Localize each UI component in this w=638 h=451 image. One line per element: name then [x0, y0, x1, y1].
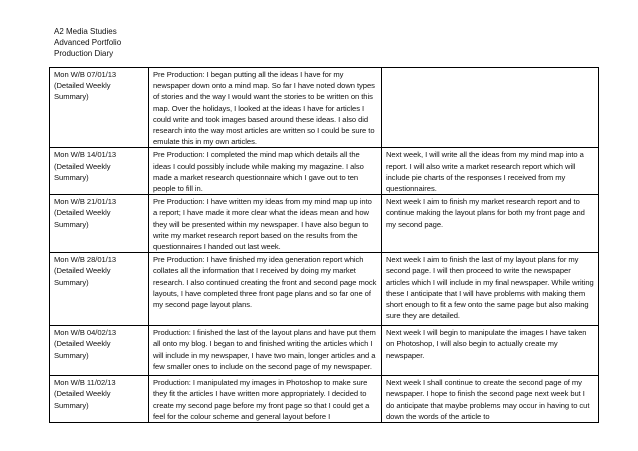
- week-label: (Detailed Weekly: [54, 339, 111, 349]
- week-cell: [50, 68, 149, 148]
- table-row: [50, 195, 599, 253]
- table-row: [50, 326, 599, 376]
- diary-title: Production Diary: [54, 49, 114, 58]
- week-date: Mon W/B 07/01/13: [54, 70, 117, 79]
- week-cell: [50, 326, 149, 376]
- next-week-cell: Next week I aim to finish my market research report and to continue making the layout plans for both my front page and my second page.: [382, 195, 599, 253]
- week-label: Summary): [54, 277, 89, 287]
- week-label: Summary): [54, 219, 89, 229]
- week-label: (Detailed Weekly: [54, 208, 111, 218]
- week-label: (Detailed Weekly: [54, 81, 111, 91]
- next-week-cell: Next week I will begin to manipulate the images I have taken on Photoshop, I will also begin to actually create my newspaper.: [382, 326, 599, 376]
- diary-entry-cell: Production: I finished the last of the layout plans and have put them all onto my blog. I began to and finished writing the articles which I will include in my newspaper, I have two main, longer articles and a few smaller ones to include on the second page of my newspaper.: [149, 326, 382, 376]
- week-label: Summary): [54, 92, 89, 102]
- table-row: [50, 148, 599, 195]
- diary-entry-cell: Production: I manipulated my images in Photoshop to make sure they fit the articles I have written more appropriately. I decided to create my second page before my front page so that I could get a feel for the colour scheme and general layout before I: [149, 376, 382, 423]
- next-week-cell: [382, 68, 599, 148]
- week-label: Summary): [54, 172, 89, 182]
- week-label: Summary): [54, 350, 89, 360]
- next-week-cell: Next week I aim to finish the last of my layout plans for my second page. I will then proceed to write the newspaper articles which I will include in my final newspaper. While writing these I anticipate that I will have problems with making them short enough to fit a few onto the same page but also making sure they are detailed.: [382, 253, 599, 326]
- table-row: [50, 376, 599, 423]
- week-date: Mon W/B 14/01/13: [54, 150, 117, 160]
- week-label: (Detailed Weekly: [54, 389, 111, 399]
- document-heading: [54, 26, 121, 59]
- next-week-cell: Next week, I will write all the ideas from my mind map into a report. I will also write a market research report which will include pie charts of the responses I received from my questionnaires.: [382, 148, 599, 195]
- production-diary-table: [49, 67, 599, 423]
- week-label: (Detailed Weekly: [54, 161, 111, 171]
- next-week-cell: Next week I shall continue to create the second page of my newspaper. I hope to finish the second page next week but I do anticipate that maybe problems may occur in having to cut down the words of the article to: [382, 376, 599, 423]
- portfolio-title: Advanced Portfolio: [54, 38, 122, 47]
- diary-entry-cell: Pre Production: I completed the mind map which details all the ideas I could possibly include while making my magazine. I also made a market research questionnaire which I gave out to ten people to fill in.: [149, 148, 382, 195]
- week-cell: [50, 253, 149, 326]
- week-label: Summary): [54, 400, 89, 410]
- week-date: Mon W/B 28/01/13: [54, 255, 117, 265]
- subject-title: A2 Media Studies: [54, 27, 117, 36]
- week-cell: [50, 376, 149, 423]
- week-date: Mon W/B 04/02/13: [54, 328, 117, 338]
- diary-entry-cell: Pre Production: I began putting all the ideas I have for my newspaper down onto a mind map. So far I have noted down types of stories and the way I would want the stories to be written on this map. Over the holidays, I looked at the ideas I have for articles I could write and took images based around these ideas. I also did research into the way most articles are written so I could be sure to emulate this in my own articles.: [149, 68, 382, 148]
- week-date: Mon W/B 11/02/13: [54, 378, 116, 388]
- week-label: (Detailed Weekly: [54, 266, 111, 276]
- table-row: [50, 68, 599, 148]
- diary-entry-cell: Pre Production: I have written my ideas from my mind map up into a report; I have made it more clear what the ideas mean and how they will be presented within my newspaper. I have also begun to write my market research report based on the results from the questionnaires I handed out last week.: [149, 195, 382, 253]
- table-row: [50, 253, 599, 326]
- week-cell: [50, 148, 149, 195]
- week-cell: [50, 195, 149, 253]
- week-date: Mon W/B 21/01/13: [54, 197, 117, 207]
- diary-entry-cell: Pre Production: I have finished my idea generation report which collates all the information that I received by doing my market research. I also continued creating the front and second page mock layouts, I have completed three front page plans and so far one of my second page layout plans.: [149, 253, 382, 326]
